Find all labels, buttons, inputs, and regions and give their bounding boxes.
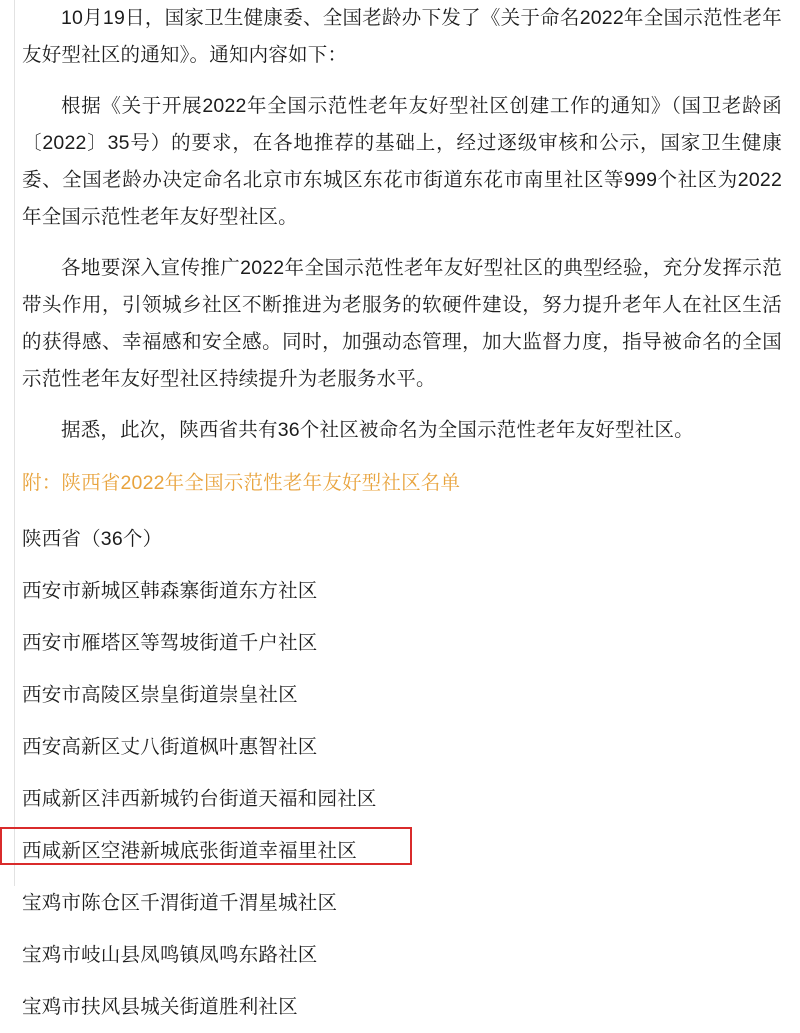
list-item: 宝鸡市扶风县城关街道胜利社区 <box>22 996 298 1018</box>
list-item: 西咸新区沣西新城钓台街道天福和园社区 <box>22 788 377 810</box>
document-content <box>22 0 782 1033</box>
paragraph-4: 据悉，此次，陕西省共有36个社区被命名为全国示范性老年友好型社区。 <box>61 419 694 441</box>
paragraph-1: 10月19日，国家卫生健康委、全国老龄办下发了《关于命名2022年全国示范性老年友好型社区的通知》。通知内容如下： <box>22 7 782 66</box>
list-item-highlighted <box>22 825 782 877</box>
list-item-label: 西咸新区空港新城底张街道幸福里社区 <box>22 840 357 862</box>
left-margin-rule <box>14 0 15 886</box>
paragraph-2: 根据《关于开展2022年全国示范性老年友好型社区创建工作的通知》（国卫老龄函〔2022〕35号）的要求，在各地推荐的基础上，经过逐级审核和公示，国家卫生健康委、全国老龄办决定命名北京市东城区东花市街道东花市南里社区等999个社区为2022年全国示范性老年友好型社区。 <box>22 95 782 228</box>
list-item: 西安市高陵区崇皇街道崇皇社区 <box>22 684 298 706</box>
list-item: 西安市雁塔区等驾坡街道千户社区 <box>22 632 318 654</box>
list-item: 宝鸡市陈仓区千渭街道千渭星城社区 <box>22 892 338 914</box>
community-list <box>22 513 782 1033</box>
paragraph-3: 各地要深入宣传推广2022年全国示范性老年友好型社区的典型经验，充分发挥示范带头作用，引领城乡社区不断推进为老服务的软硬件建设，努力提升老年人在社区生活的获得感、幸福感和安全感。同时，加强动态管理，加大监督力度，指导被命名的全国示范性老年友好型社区持续提升为老服务水平。 <box>22 257 782 390</box>
list-item: 西安高新区丈八街道枫叶惠智社区 <box>22 736 318 758</box>
list-item: 西安市新城区韩森寨街道东方社区 <box>22 580 318 602</box>
list-heading: 陕西省（36个） <box>22 528 163 550</box>
attachment-title: 附：陕西省2022年全国示范性老年友好型社区名单 <box>22 472 461 494</box>
list-item: 宝鸡市岐山县凤鸣镇凤鸣东路社区 <box>22 944 318 966</box>
